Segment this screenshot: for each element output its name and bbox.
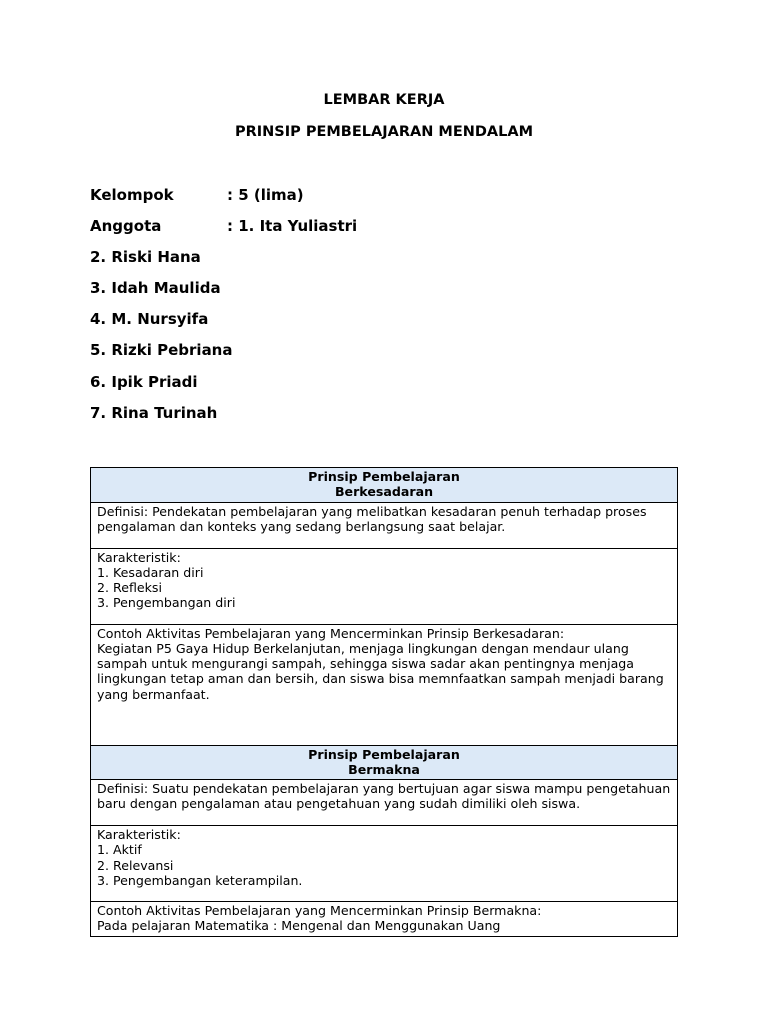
contoh-cell [91, 902, 678, 937]
member-item: 3. Idah Maulida [90, 279, 221, 297]
karakteristik-cell [91, 826, 678, 902]
anggota-row [90, 217, 357, 235]
contoh-cell [91, 624, 678, 745]
header-line: Bermakna [348, 761, 420, 777]
karakteristik-cell [91, 548, 678, 624]
header-line: Berkesadaran [334, 484, 434, 500]
text-line: lingkungan tetap aman dan bersih, dan siswa bisa memnfaatkan sampah menjadi barang [97, 671, 664, 687]
member-item: 2. Riski Hana [90, 248, 201, 266]
text-line: Karakteristik: [97, 549, 181, 565]
text-line: 3. Pengembangan diri [97, 595, 236, 611]
principles-table [90, 467, 678, 937]
text-line: Contoh Aktivitas Pembelajaran yang Mencerminkan Prinsip Berkesadaran: [97, 625, 565, 641]
text-line: Contoh Aktivitas Pembelajaran yang Mencerminkan Prinsip Bermakna: [97, 903, 542, 919]
member-item: 7. Rina Turinah [90, 404, 218, 422]
text-line: 3. Pengembangan keterampilan. [97, 873, 303, 889]
anggota-value: : 1. Ita Yuliastri [227, 217, 358, 235]
kelompok-value: : 5 (lima) [227, 186, 304, 204]
text-line: Karakteristik: [97, 827, 181, 843]
definisi-cell [91, 780, 678, 826]
text-line: Kegiatan P5 Gaya Hidup Berkelanjutan, menjaga lingkungan dengan mendaur ulang [97, 640, 629, 656]
kelompok-row [90, 186, 304, 204]
definisi-cell [91, 502, 678, 548]
text-line: Definisi: Pendekatan pembelajaran yang melibatkan kesadaran penuh terhadap proses [97, 503, 647, 519]
text-line: 2. Refleksi [97, 580, 162, 596]
section-header-berkesadaran [91, 468, 678, 503]
header-line: Prinsip Pembelajaran [308, 746, 460, 762]
document-subtitle: PRINSIP PEMBELAJARAN MENDALAM [234, 124, 534, 140]
header-line: Prinsip Pembelajaran [308, 469, 460, 484]
member-item: 6. Ipik Priadi [90, 373, 198, 391]
text-line: 1. Aktif [97, 842, 142, 858]
member-item: 4. M. Nursyifa [90, 310, 209, 328]
text-line: 2. Relevansi [97, 857, 174, 873]
text-line: sampah untuk mengurangi sampah, sehingga siswa sadar akan pentingnya menjaga [97, 656, 635, 672]
text-line: yang bermanfaat. [97, 686, 210, 702]
kelompok-label: Kelompok [90, 186, 174, 204]
section-header-bermakna [91, 745, 678, 780]
text-line: baru dengan pengalaman atau pengetahuan yang sudah dimiliki oleh siswa. [97, 796, 581, 812]
member-item: 5. Rizki Pebriana [90, 341, 233, 359]
text-line: 1. Kesadaran diri [97, 564, 204, 580]
anggota-label: Anggota [90, 217, 162, 235]
text-line: Definisi: Suatu pendekatan pembelajaran yang bertujuan agar siswa mampu pengetahuan [97, 781, 671, 797]
document-title: LEMBAR KERJA [323, 92, 445, 108]
text-line: pengalaman dan konteks yang sedang berlangsung saat belajar. [97, 518, 506, 534]
text-line: Pada pelajaran Matematika : Mengenal dan Menggunakan Uang [97, 918, 501, 934]
